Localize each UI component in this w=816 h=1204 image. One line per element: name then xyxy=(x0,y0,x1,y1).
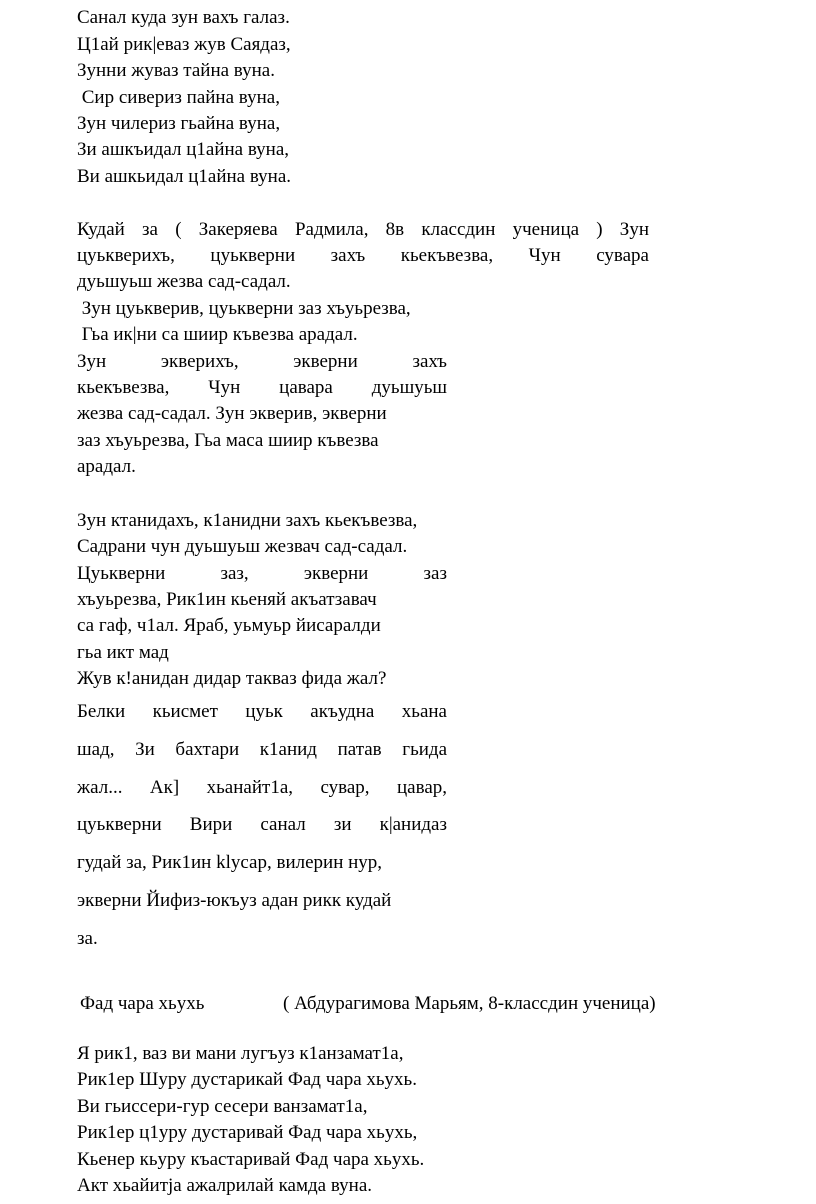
poem1-line: Зунни жуваз тайна вуна. xyxy=(77,60,275,81)
poem2-line: арадал. xyxy=(77,456,136,477)
poem3-line: хъуьрезва, Рик1ин кьеняй акъатзавач xyxy=(77,589,377,610)
poem2-line: кьекъвезва, Чун цавара дуьшуьш xyxy=(77,377,447,398)
poem3-line: за. xyxy=(77,928,98,949)
poem2-line: дуьшуьш жезва сад-садал. xyxy=(77,271,291,292)
poem4-line: Кьенер кьуру къастаривай Фад чара хьухь. xyxy=(77,1149,425,1170)
poem3-line: цуькверни Вири санал зи к|анидаз xyxy=(77,814,447,835)
poem4-line: Я рик1, ваз ви мани лугъуз к1анзамат1а, xyxy=(77,1043,404,1064)
poem2-line: Зун цуькверив, цуькверни заз хъуьрезва, xyxy=(77,298,411,319)
poem1-line: Санал куда зун вахъ галаз. xyxy=(77,7,290,28)
poem3-line: Белки кьисмет цуьк акъудна хьана xyxy=(77,701,447,722)
poem2-line: Гьа ик|ни са шиир къвезва арадал. xyxy=(77,324,358,345)
poem1-line: Ц1ай рик|еваз жув Саядаз, xyxy=(77,34,291,55)
poem3-line: экверни Йифиз-юкъуз адан рикк кудай xyxy=(77,890,392,911)
poem3-line: гудай за, Рик1ин klусар, вилерин нур, xyxy=(77,852,383,873)
poem3-line: Цуькверни заз, экверни заз xyxy=(77,563,447,584)
poem4-line: Акт хьайитjа ажалрилай камда вуна. xyxy=(77,1175,373,1196)
poem2-line: заз хъуьрезва, Гьа маса шиир къвезва xyxy=(77,430,379,451)
poem4-title: Фад чара хьухь xyxy=(80,993,205,1014)
poem2-line: цуькверихъ, цуькверни захъ кьекъвезва, Чун сувара xyxy=(77,245,649,266)
poem4-author: ( Абдурагимова Марьям, 8-классдин ученица) xyxy=(283,993,656,1014)
poem3-line: жал... Ак] хьанайт1а, сувар, цавар, xyxy=(77,777,447,798)
poem2-line: Кудай за ( Закеряева Радмила, 8в классдин ученица ) Зун xyxy=(77,219,649,240)
poem4-line: Ви гьиссери-гур сесери ванзамат1а, xyxy=(77,1096,368,1117)
poem3-line: Зун ктанидахъ, к1анидни захъ кьекъвезва, xyxy=(77,510,418,531)
poem2-line: Зун экверихъ, экверни захъ xyxy=(77,351,447,372)
poem4-line: Рик1ер ц1уру дустаривай Фад чара хьухь, xyxy=(77,1122,418,1143)
poem3-line: шад, Зи бахтари к1анид патав гьида xyxy=(77,739,447,760)
poem3-line: гьа икт мад xyxy=(77,642,169,663)
poem1-line: Зи ашкъидал ц1айна вуна, xyxy=(77,139,290,160)
poem1-line: Ви ашкьидал ц1айна вуна. xyxy=(77,166,292,187)
poem3-line: Жув к!анидан дидар такваз фида жал? xyxy=(77,668,387,689)
poem4-line: Рик1ер Шуру дустарикай Фад чара хьухь. xyxy=(77,1069,417,1090)
poem1-line: Сир сивериз пайна вуна, xyxy=(77,87,280,108)
poem1-line: Зун чилериз гьайна вуна, xyxy=(77,113,281,134)
poem2-line: жезва сад-садал. Зун экверив, экверни xyxy=(77,403,387,424)
poem3-line: Садрани чун дуьшуьш жезвач сад-садал. xyxy=(77,536,408,557)
poem3-line: са гаф, ч1ал. Яраб, уьмуьр йисаралди xyxy=(77,615,381,636)
